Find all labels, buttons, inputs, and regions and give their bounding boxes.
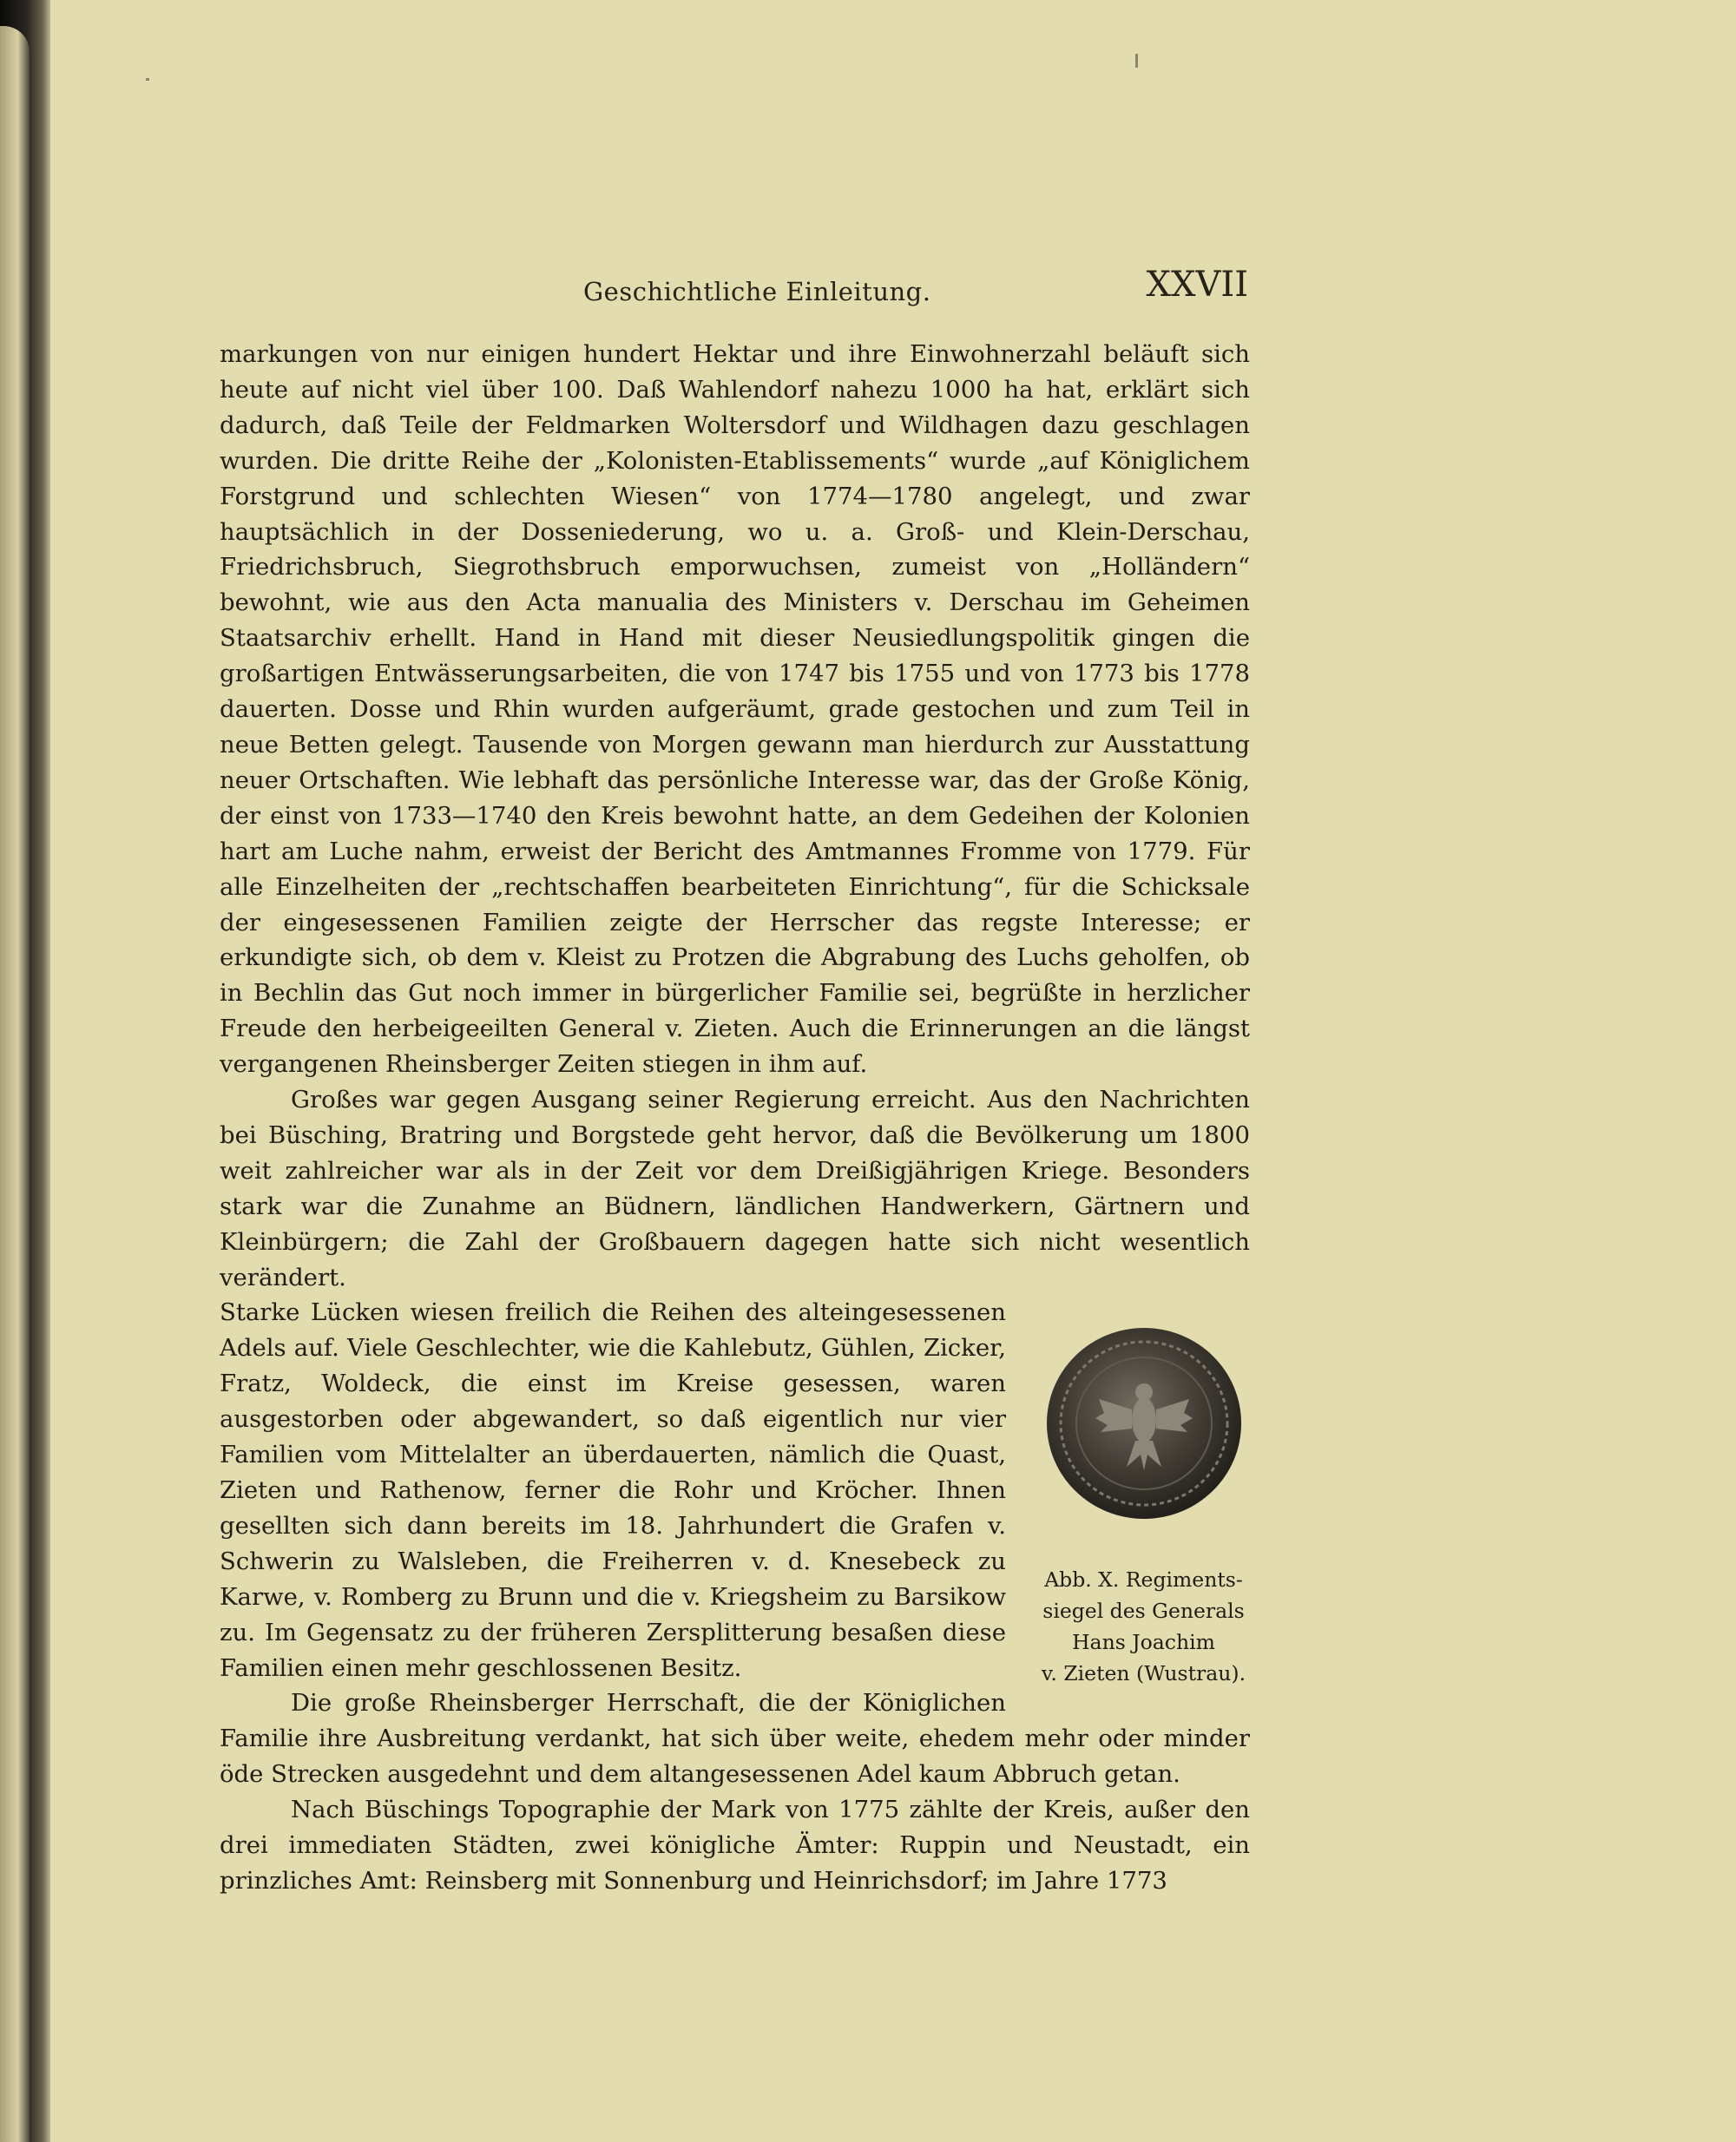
paragraph: Nach Büschings Topographie der Mark von 1775 zählte der Kreis, außer den drei immediaten Städten, zwei königliche Ämter: Ruppin und Neustadt, ein prinzliches Amt: Reinsberg mit Sonnenburg und Heinrichsdorf; im Jahre 1773 [220,1796,1250,1895]
caption-line: Hans Joachim [1072,1630,1215,1655]
figure-caption [1037,1564,1250,1689]
seal-image [1043,1323,1245,1524]
paragraph: markungen von nur einigen hundert Hektar und ihre Einwohnerzahl beläuft sich heute auf nicht viel über 100. Daß Wahlendorf nahezu 1000 ha hat, erklärt sich dadurch, daß Teile der Feldmarken Woltersdorf und Wildhagen dazu geschlagen wurden. Die dritte Reihe der „Kolonisten-Etablissements“ wurde „auf Königlichem Forstgrund und schlechten Wiesen“ von 1774—1780 angelegt, und zwar hauptsächlich in der Dosseniederung, wo u. a. Groß- und Klein-Derschau, Friedrichsbruch, Siegrothsbruch emporwuchsen, zumeist von „Holländern“ bewohnt, wie aus den Acta manualia des Ministers v. Derschau im Geheimen Staatsarchiv erhellt. Hand in Hand mit dieser Neusiedlungspolitik gingen die großartigen Entwässerungsarbeiten, die von 1747 bis 1755 und von 1773 bis 1778 dauerten. Dosse und Rhin wurden aufgeräumt, grade gestochen und zum Teil in neue Betten gelegt. Tausende von Morgen gewann man hierdurch zur Ausstattung neuer Ortschaften. Wie lebhaft das persönliche Interesse war, das der Große König, der einst von 1733—1740 den Kreis bewohnt hatte, an dem Gedeihen der Kolonien hart am Luche nahm, erweist der Bericht des Amtmannes Fromme von 1779. Für alle Einzelheiten der „rechtschaffen bearbeiteten Einrichtung“, für die Schicksale der eingesessenen Familien zeigte der Herrscher das regste Interesse; er erkundigte sich, ob dem v. Kleist zu Protzen die Abgrabung des Luchs geholfen, ob in Bechlin das Gut noch immer in bürgerlicher Familie sei, begrüßte in herzlicher Freude den herbeigeeilten General v. Zieten. Auch die Erinnerungen an die längst vergangenen Rheinsberger Zeiten stiegen in ihm auf. [220,340,1250,1079]
caption-line: v. Zieten (Wustrau). [1041,1661,1246,1686]
page-speck [146,78,149,81]
caption-line: Abb. X. Regiments- [1044,1567,1243,1593]
paragraph: Großes war gegen Ausgang seiner Regierung erreicht. Aus den Nachrichten bei Büsching, Bratring und Borgstede geht hervor, daß die Bevölkerung um 1800 weit zahlreicher war als in der Zeit vor dem Dreißigjährigen Kriege. Besonders stark war die Zunahme an Büdnern, ländlichen Handwerkern, Gärtnern und Kleinbürgern; die Zahl der Großbauern dagegen hatte sich nicht wesentlich verändert. [220,1086,1250,1291]
page-edge-left [0,26,30,2142]
running-head: Geschichtliche Einleitung. [583,277,931,306]
figure-seal [1037,1323,1250,1689]
page-number: XXVII [1146,265,1248,305]
paragraph: Starke Lücken wiesen freilich die Reihen des alteingesessenen Adels auf. Viele Geschlechter, wie die Kahlebutz, Gühlen, Zicker, Fratz, Woldeck, die einst im Kreise gesessen, waren ausgestorben oder abgewandert, so daß eigentlich nur vier Familien vom Mittelalter an überdauerten, nämlich die Quast, Zieten und Rathenow, ferner die Rohr und Kröcher. Ihnen gesellten sich dann bereits im 18. Jahrhundert die Grafen v. Schwerin zu Walsleben, die Freiherren v. d. Knesebeck zu Karwe, v. Romberg zu Brunn und die v. Kriegsheim zu Barsikow zu. Im Gegensatz zu der früheren Zersplitterung besaßen diese Familien einen mehr geschlossenen Besitz. [220,1298,1006,1682]
page-header [221,265,1248,325]
body-text [220,337,1250,1899]
caption-line: siegel des Generals [1042,1599,1245,1624]
page-speck [1135,54,1138,68]
paragraph: Die große Rheinsberger Herrschaft, die der Königlichen Familie ihre Ausbreitung verdankt, hat sich über weite, ehedem mehr oder minder öde Strecken ausgedehnt und dem altangesessenen Adel kaum Abbruch getan. [220,1689,1250,1789]
